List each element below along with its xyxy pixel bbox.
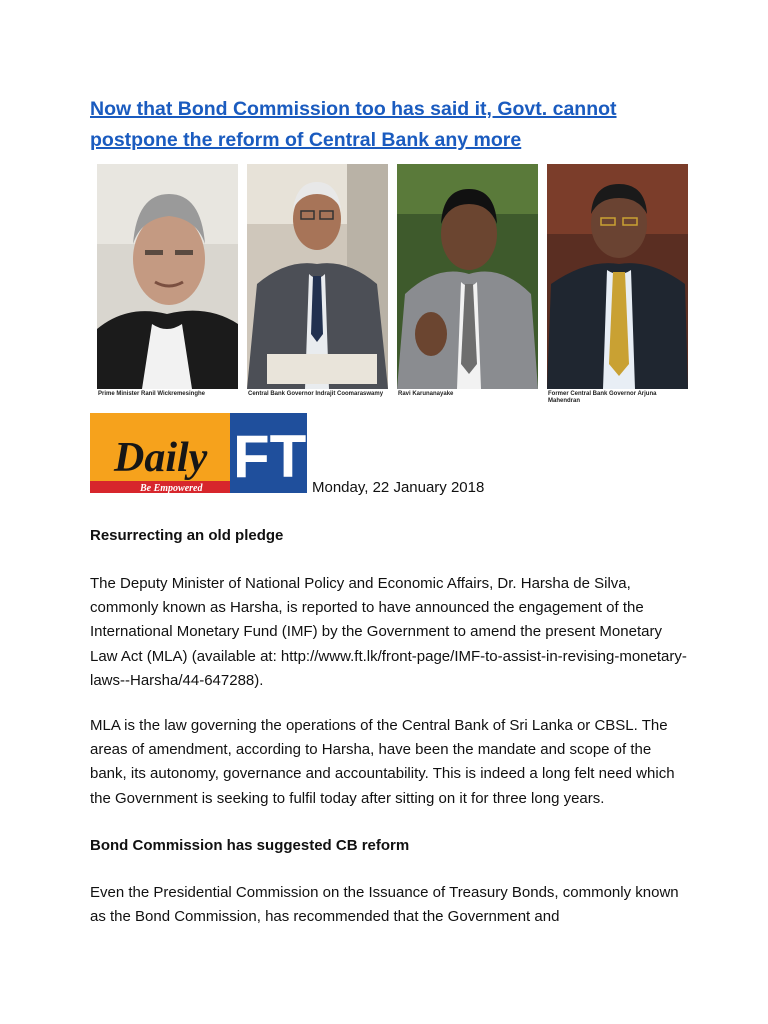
photo-caption: Former Central Bank Governor Arjuna Mahendran [548, 391, 657, 404]
portrait-image [397, 164, 538, 389]
article-title[interactable]: Now that Bond Commission too has said it, Govt. cannot postpone the reform of Central Bank any more [90, 98, 617, 151]
portrait-image [97, 164, 238, 389]
paragraph-3: Even the Presidential Commission on the Issuance of Treasury Bonds, commonly known as the Bond Commission, has recommended that the Government and [90, 884, 679, 926]
photo-mahendran [547, 164, 688, 405]
section-heading-2: Bond Commission has suggested CB reform [90, 837, 410, 854]
portrait-image [247, 164, 388, 389]
svg-text:Be Empowered: Be Empowered [140, 483, 203, 493]
paragraph-1: The Deputy Minister of National Policy and Economic Affairs, Dr. Harsha de Silva, commonly known as Harsha, is reported to have announced the engagement of the International Monetary Fund (IMF) by the Government to amend the present Monetary Law Act (MLA) (available at: http://www.ft.lk/front-page/IMF-to-assist-in-revising-monetary-laws--Harsha/44-647288). [90, 575, 687, 689]
svg-text:FT: FT [233, 423, 307, 490]
photo-ravi [397, 164, 538, 398]
svg-text:Daily: Daily [114, 435, 208, 481]
photo-pm [97, 164, 238, 398]
daily-ft-logo [90, 413, 307, 493]
photo-strip [97, 164, 691, 406]
portrait-image [547, 164, 688, 389]
paragraph-2: MLA is the law governing the operations of the Central Bank of Sri Lanka or CBSL. The areas of amendment, according to Harsha, have been the mandate and scope of the bank, its autonomy, governance and accountability. This is indeed a long felt need which the Government is seeking to fulfil today after sitting on it for three long years. [90, 717, 675, 807]
article-date: Monday, 22 January 2018 [312, 479, 485, 496]
photo-governor [247, 164, 388, 398]
photo-caption: Prime Minister Ranil Wickremesinghe [98, 391, 205, 397]
photo-caption: Ravi Karunanayake [398, 391, 454, 397]
section-heading: Resurrecting an old pledge [90, 527, 284, 544]
photo-caption: Central Bank Governor Indrajit Coomaraswamy [248, 391, 384, 397]
